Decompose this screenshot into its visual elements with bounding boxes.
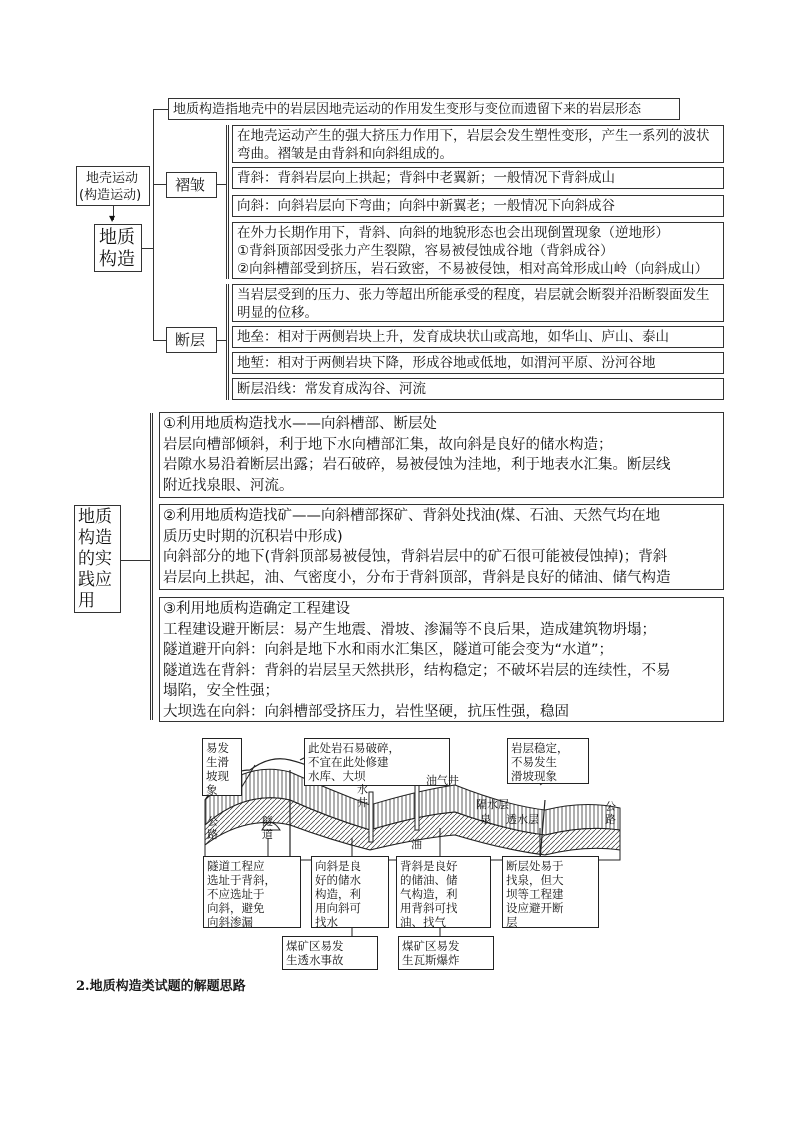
water-well [369,792,373,842]
fold-item-0-text: 在地壳运动产生的强大挤压力作用下，岩层会发生塑性变形，产生一系列的波状 弯曲。褶皱是由背斜和向斜组成的。 [237,128,710,162]
label-oil: 油 [411,838,422,851]
definition-text: 地质构造指地壳中的岩层因地壳运动的作用发生变形与变位而遗留下来的岩层形态 [173,102,642,117]
fault-item-0-text: 当岩层受到的压力、张力等超出所能承受的程度，岩层就会断裂并沿断裂面发生 明显的位移。 [237,287,710,321]
bottom-box-syncline-water: 向斜是良 好的储水 构造，利 用向斜可 找水 [311,856,389,928]
practice-label: 地质 构造 的实 践应 用 [78,507,112,611]
practice-item-1-text: ②利用地质构造找矿——向斜槽部探矿、背斜处找油(煤、石油、天然气均在地 质历史时期的沉积岩中形成) 向斜部分的地下(背斜顶部易被侵蚀，背斜岩层中的矿石很可能被侵蚀掉)；背斜 岩层向上拱起，油、气密度小，分布于背斜顶部，背斜是良好的储油、储气构造 [163,508,671,586]
fault-item-3-text: 断层沿线：常发育成沟谷、河流 [237,381,426,397]
bottom-box-fault-spring: 断层处易于 找泉，但大 坝等工程建 设应避开断 层 [502,856,599,928]
label-water-well: 水 井 [357,783,368,809]
label-tunnel: 隧 道 [262,815,273,841]
fold-item-3-text: 在外力长期作用下，背斜、向斜的地貌形态也会出现倒置现象（逆地形） ①背斜顶部因受张力产生裂隙，容易被侵蚀成谷地（背斜成谷） ②向斜槽部受到挤压，岩石致密，不易被侵蚀，相对高耸形成山岭（向斜成山） [237,225,709,277]
callout-stable: 岩层稳定， 不易发生 滑坡现象 [507,738,589,784]
label-road-right: 公 路 [605,800,616,826]
fold-label: 褶皱 [175,176,206,194]
callout-landslide: 易发 生滑 坡现 象 [202,738,242,796]
fold-item-2-text: 向斜：向斜岩层向下弯曲；向斜中新翼老；一般情况下向斜成谷 [237,198,615,214]
label-aquifer: 透水层 [506,813,539,826]
practice-item-0-text: ①利用地质构造找水——向斜槽部、断层处 岩层向槽部倾斜，利于地下水向槽部汇集，故向斜是良好的储水构造； 岩隙水易沿着断层出露；岩石破碎，易被侵蚀为洼地，利于地表水汇集。断层线 附近找泉眼、河流。 [163,416,671,494]
geo-structure-label: 地质 构造 [99,227,135,270]
root-line2: (构造运动) [79,188,142,203]
root-line1: 地壳运动 [86,171,139,186]
bottom-box-anticline-oil: 背斜是良好 的储油、储 气构造，利 用背斜可找 油、找气 [396,856,491,928]
coal-box-flood: 煤矿区易发 生透水事故 [282,936,378,970]
fault-item-1-text: 地垒：相对于两侧岩块上升，发育成块状山或高地，如华山、庐山、泰山 [237,329,669,345]
fault-label: 断层 [175,331,206,349]
practice-item-2-text: ③利用地质构造确定工程建设 工程建设避开断层：易产生地震、滑坡、渗漏等不良后果，造成建筑物坍塌； 隧道避开向斜：向斜是地下水和雨水汇集区，隧道可能会变为“水道”； 隧道选在背斜：背斜的岩层呈天然拱形，结构稳定；不破坏岩层的连续性，不易 塌陷，安全性强； 大坝选在向斜：向斜槽部受挤压力，岩性坚硬，抗压性强，稳固 [163,601,671,720]
label-oil-well: 油气井 [426,774,459,787]
label-barrier: 隔水层 [476,798,509,811]
fault-item-2-text: 地堑：相对于两侧岩块下降，形成谷地或低地，如渭河平原、汾河谷地 [237,355,656,371]
fold-item-1-text: 背斜：背斜岩层向上拱起；背斜中老翼新；一般情况下背斜成山 [237,170,615,186]
section-heading: 2.地质构造类试题的解题思路 [76,979,246,994]
arrow-down-icon: ▼ [109,214,116,223]
bottom-box-tunnel: 隧道工程应 选址于背斜， 不应选址于 向斜，避免 向斜渗漏 [203,856,301,928]
label-road-left: 公 路 [207,815,218,841]
label-spring: 泉 [480,813,491,826]
callout-broken-rock: 此处岩石易破碎， 不宜在此处修建 水库、大坝 [304,738,450,786]
coal-box-gas: 煤矿区易发 生瓦斯爆炸 [398,936,494,970]
